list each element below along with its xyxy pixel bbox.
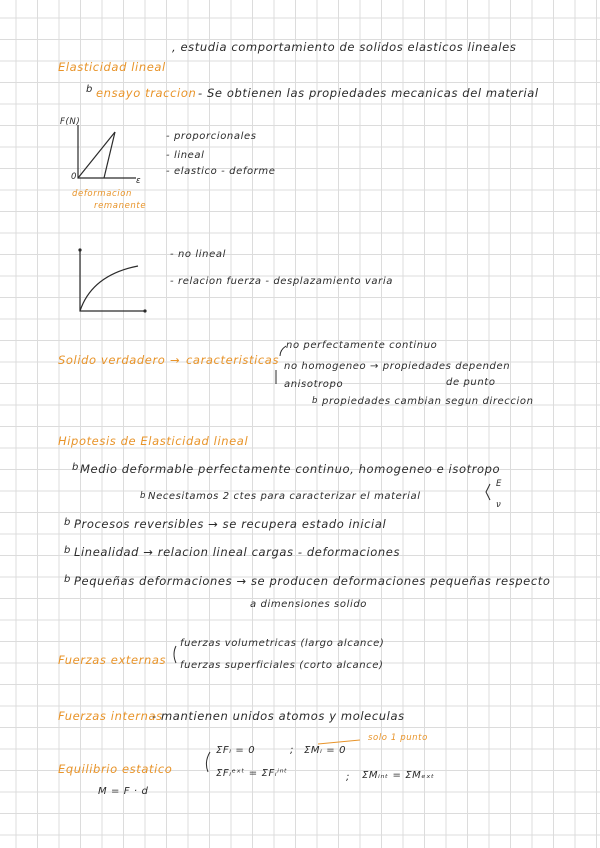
s3-l4: Linealidad → relacion lineal cargas - deformaciones bbox=[74, 545, 401, 559]
graph2-axis-end bbox=[143, 309, 146, 312]
s1-bullet-1: - proporcionales bbox=[166, 131, 257, 142]
s3-l2-b: ν bbox=[496, 500, 502, 510]
s1-ensayo-desc: - Se obtienen las propiedades mecanicas del material bbox=[198, 86, 539, 100]
s1-bullet-2: - lineal bbox=[166, 150, 205, 161]
s6-eq2: ΣMᵢ = 0 bbox=[304, 745, 347, 756]
s6-eq3: ΣFᵢᵉˣᵗ = ΣFᵢⁱⁿᵗ bbox=[216, 768, 288, 779]
s5-title: Fuerzas internas bbox=[58, 709, 163, 723]
s6-sep2: ; bbox=[346, 772, 350, 783]
graph1-note-1: deformacion bbox=[72, 189, 133, 199]
s3-l5: Pequeñas deformaciones → se producen deformaciones pequeñas respecto bbox=[74, 574, 551, 588]
s1-desc: , estudia comportamiento de solidos elasticos lineales bbox=[172, 40, 517, 54]
s3-title: Hipotesis de Elasticidad lineal bbox=[58, 434, 249, 448]
s5-desc: - mantienen unidos atomos y moleculas bbox=[152, 709, 405, 723]
s3-l4-bullet: b bbox=[64, 545, 71, 556]
brace-fuerzas bbox=[174, 646, 176, 663]
s1-ensayo: ensayo traccion bbox=[96, 86, 197, 100]
s2-item-4: anisotropo bbox=[284, 379, 344, 390]
note-arrow bbox=[318, 740, 360, 744]
s1-ensayo-bullet: b bbox=[86, 84, 93, 95]
s2-item-1: no perfectamente continuo bbox=[286, 340, 438, 351]
s6-title: Equilibrio estatico bbox=[58, 762, 173, 776]
s1-bullet-4: - no lineal bbox=[170, 249, 226, 260]
s2-item-5: propiedades cambian segun direccion bbox=[322, 396, 534, 407]
s3-l3-bullet: b bbox=[64, 517, 71, 528]
s1-bullet-5: - relacion fuerza - desplazamiento varia bbox=[170, 276, 393, 287]
graph1-y-axis bbox=[78, 125, 136, 178]
graph1-x-label: ε bbox=[136, 176, 142, 186]
s3-l2-bullet: b bbox=[140, 491, 146, 501]
s3-l1: Medio deformable perfectamente continuo, homogeneo e isotropo bbox=[80, 462, 501, 476]
s1-title: Elasticidad lineal bbox=[58, 60, 166, 74]
s6-sep1: ; bbox=[290, 745, 294, 756]
brace-ctes bbox=[486, 484, 490, 500]
s2-title: Solido verdadero bbox=[58, 353, 166, 367]
graph1-origin: 0 bbox=[71, 172, 78, 182]
graph1-note-2: remanente bbox=[94, 201, 147, 211]
s6-m: M = F · d bbox=[98, 786, 149, 797]
s3-l5-bullet: b bbox=[64, 574, 71, 585]
graph2-axes bbox=[80, 250, 145, 311]
s2-item-2: no homogeneo → propiedades dependen bbox=[284, 361, 511, 372]
s2-arrow: → bbox=[170, 353, 181, 367]
graph2-curve bbox=[80, 266, 138, 311]
s2-item-5-bullet: b bbox=[312, 396, 318, 406]
s4-a: fuerzas volumetricas (largo alcance) bbox=[180, 638, 385, 649]
s2-car: caracteristicas bbox=[186, 353, 280, 367]
s4-b: fuerzas superficiales (corto alcance) bbox=[180, 660, 384, 671]
s3-l2: Necesitamos 2 ctes para caracterizar el material bbox=[148, 491, 421, 502]
graph2-axis-dot bbox=[78, 248, 81, 251]
s6-note: solo 1 punto bbox=[368, 733, 428, 743]
s6-eq4: ΣMᵢₙₜ = ΣMₑₓₜ bbox=[362, 770, 435, 781]
s3-l2-a: E bbox=[496, 479, 502, 489]
brace-equilibrio bbox=[206, 752, 210, 772]
s2-item-3: de punto bbox=[446, 377, 496, 388]
s1-bullet-3: - elastico - deforme bbox=[166, 166, 276, 177]
s6-eq1: ΣFᵢ = 0 bbox=[216, 745, 256, 756]
s3-l3: Procesos reversibles → se recupera estado inicial bbox=[74, 517, 387, 531]
graph1-y-label: F(N) bbox=[60, 117, 81, 127]
s4-title: Fuerzas externas bbox=[58, 653, 167, 667]
s3-l1-bullet: b bbox=[72, 462, 79, 473]
s3-l5b: a dimensiones solido bbox=[250, 599, 367, 610]
